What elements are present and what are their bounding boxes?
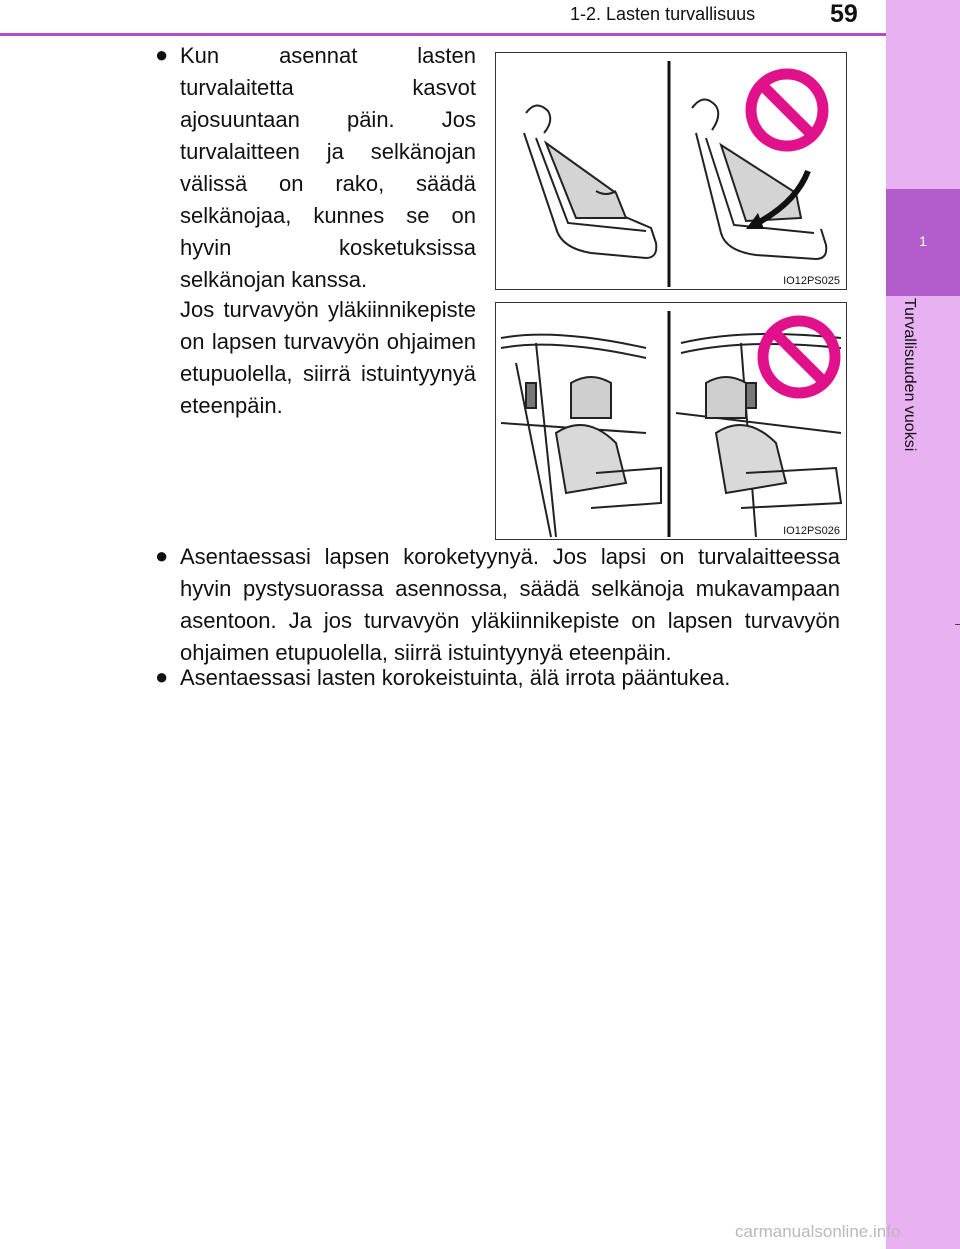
- watermark: carmanualsonline.info: [735, 1222, 901, 1241]
- bullet-text: Asentaessasi lapsen koroketyynyä. Jos lapsi on turvalaitteessa hyvin pystysuorassa asennossa, säädä selkänoja mukavampaan asentoon. Ja jos turvavyön yläkiinnikepiste on lapsen turvavyön ohjaimen etupuolella, siirrä istuintyynyä eteenpäin.: [180, 544, 840, 665]
- prohibition-icon: [763, 321, 835, 393]
- belt-illustration: [496, 303, 846, 539]
- side-tab: [886, 0, 960, 1249]
- prohibition-icon: [751, 74, 823, 146]
- page-number: 59: [830, 0, 858, 28]
- sub-paragraph: Jos turvavyön yläkiinnikepiste on lapsen turvavyön ohjaimen etupuolella, siirrä istuintyynyä eteenpäin.: [180, 297, 476, 418]
- seat-illustration: [496, 53, 846, 289]
- chapter-number: 1: [919, 233, 927, 249]
- bullet-symbol: ●: [155, 664, 169, 689]
- side-tick: [955, 624, 960, 625]
- header-rule: [0, 33, 886, 36]
- bullet-symbol: ●: [155, 543, 169, 568]
- bullet-text: Asentaessasi lasten korokeistuinta, älä irrota pääntukea.: [180, 665, 731, 690]
- chapter-title: Turvallisuuden vuoksi: [901, 298, 918, 452]
- figure-belt-anchor: [495, 302, 847, 540]
- figure-code: IO12PS026: [783, 525, 840, 537]
- section-title: 1-2. Lasten turvallisuus: [570, 4, 756, 24]
- bullet-text: Kun asennat lasten turvalaitetta kasvot ajosuuntaan päin. Jos turvalaitteen ja selkänojan välissä on rako, säädä selkänojaa, kunnes se on hyvin kosketuksissa selkänojan kanssa.: [180, 43, 476, 292]
- figure-code: IO12PS025: [783, 275, 840, 287]
- bullet-symbol: ●: [155, 42, 169, 67]
- figure-seat-backrest: [495, 52, 847, 290]
